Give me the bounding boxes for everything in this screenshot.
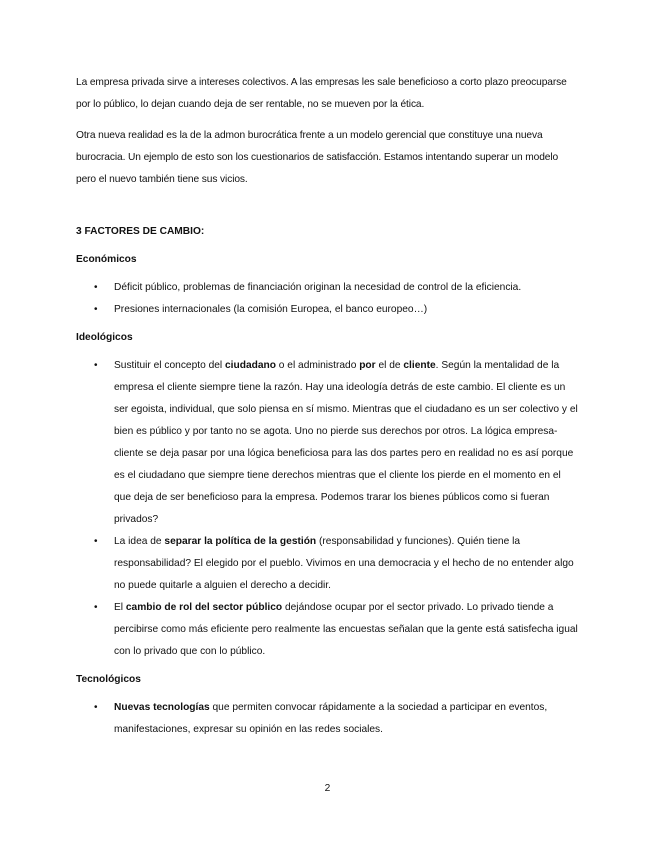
list-item <box>76 597 580 663</box>
list-item <box>76 277 580 299</box>
heading-economicos: Económicos <box>76 254 137 265</box>
list-item-text: Presiones internacionales (la comisión Europea, el banco europeo…) <box>114 304 428 315</box>
list-item <box>76 697 580 741</box>
list-item <box>76 531 580 597</box>
bold-term-cambio-rol: cambio de rol del sector público <box>125 602 283 613</box>
list-item <box>76 299 580 321</box>
bullet-icon: • <box>94 304 98 315</box>
list-tecnologicos <box>76 697 580 741</box>
bullet-icon: • <box>94 360 98 371</box>
text-run: . Según la mentalidad de la empresa el cliente siempre tiene la razón. Hay una ideología detrás de este cambio. El cliente es un ser egoista, individual, que solo piensa en sí mismo. Mientras que el ciudadano es un ser colectivo y el bien es público y por tanto no se agota. Uno no pierde sus derechos por otros. La lógica empresa- cliente se deja pasar por una lógica beneficiosa para las dos partes pero en realidad no es así porque es el ciudadano que siempre tiene derechos mientras que el cliente los pierde en el momento en el que deja de ser beneficioso para la empresa. Podemos trarar los bienes públicos como si fueran privados? <box>114 360 578 525</box>
text-run: dejándose ocupar por el sector privado. Lo privado tiende a percibirse como más eficiente pero realmente las encuestas señalan que la gente está satisfecha igual con lo privado que con lo público. <box>114 602 578 657</box>
text-run: Sustituir el concepto del <box>114 360 225 371</box>
text-run: El <box>114 602 126 613</box>
list-item <box>76 355 580 531</box>
text-run: el de <box>375 360 404 371</box>
bullet-icon: • <box>94 602 98 613</box>
list-economicos <box>76 277 580 321</box>
heading-tecnologicos: Tecnológicos <box>76 674 141 685</box>
page-number: 2 <box>324 783 331 794</box>
text-run: que permiten convocar rápidamente a la sociedad a participar en eventos, manifestaciones, expresar su opinión en las redes sociales. <box>114 702 548 735</box>
section-title: 3 FACTORES DE CAMBIO: <box>76 226 205 237</box>
page-content <box>76 72 580 747</box>
text-run: (responsabilidad y funciones). Quién tiene la responsabilidad? El elegido por el pueblo. Vivimos en una democracia y el hecho de no entender algo no puede quitarle a alguien el derecho a decidir. <box>114 536 574 591</box>
list-ideologicos <box>76 355 580 663</box>
bold-term-separar-politica: separar la política de la gestión <box>164 536 317 547</box>
bold-term-nuevas-tecnologias: Nuevas tecnologías <box>114 702 210 713</box>
text-run: La idea de <box>114 536 165 547</box>
bullet-icon: • <box>94 282 98 293</box>
bold-term-por: por <box>359 360 376 371</box>
bold-term-ciudadano: ciudadano <box>225 360 276 371</box>
text-run: o el administrado <box>275 360 360 371</box>
bullet-icon: • <box>94 702 98 713</box>
paragraph-admon-burocratica: Otra nueva realidad es la de la admon burocrática frente a un modelo gerencial que constituye una nueva burocracia. Un ejemplo de esto son los cuestionarios de satisfacción. Estamos intentando superar un modelo pero el nuevo también tiene sus vicios. <box>76 130 559 185</box>
list-item-text: Déficit público, problemas de financiación originan la necesidad de control de la eficiencia. <box>114 282 522 293</box>
paragraph-empresa-privada: La empresa privada sirve a intereses colectivos. A las empresas les sale beneficioso a corto plazo preocuparse por lo público, lo dejan cuando deja de ser rentable, no se mueven por la ética. <box>76 77 567 110</box>
heading-ideologicos: Ideológicos <box>76 332 133 343</box>
bold-term-cliente: cliente <box>403 360 436 371</box>
bullet-icon: • <box>94 536 98 547</box>
